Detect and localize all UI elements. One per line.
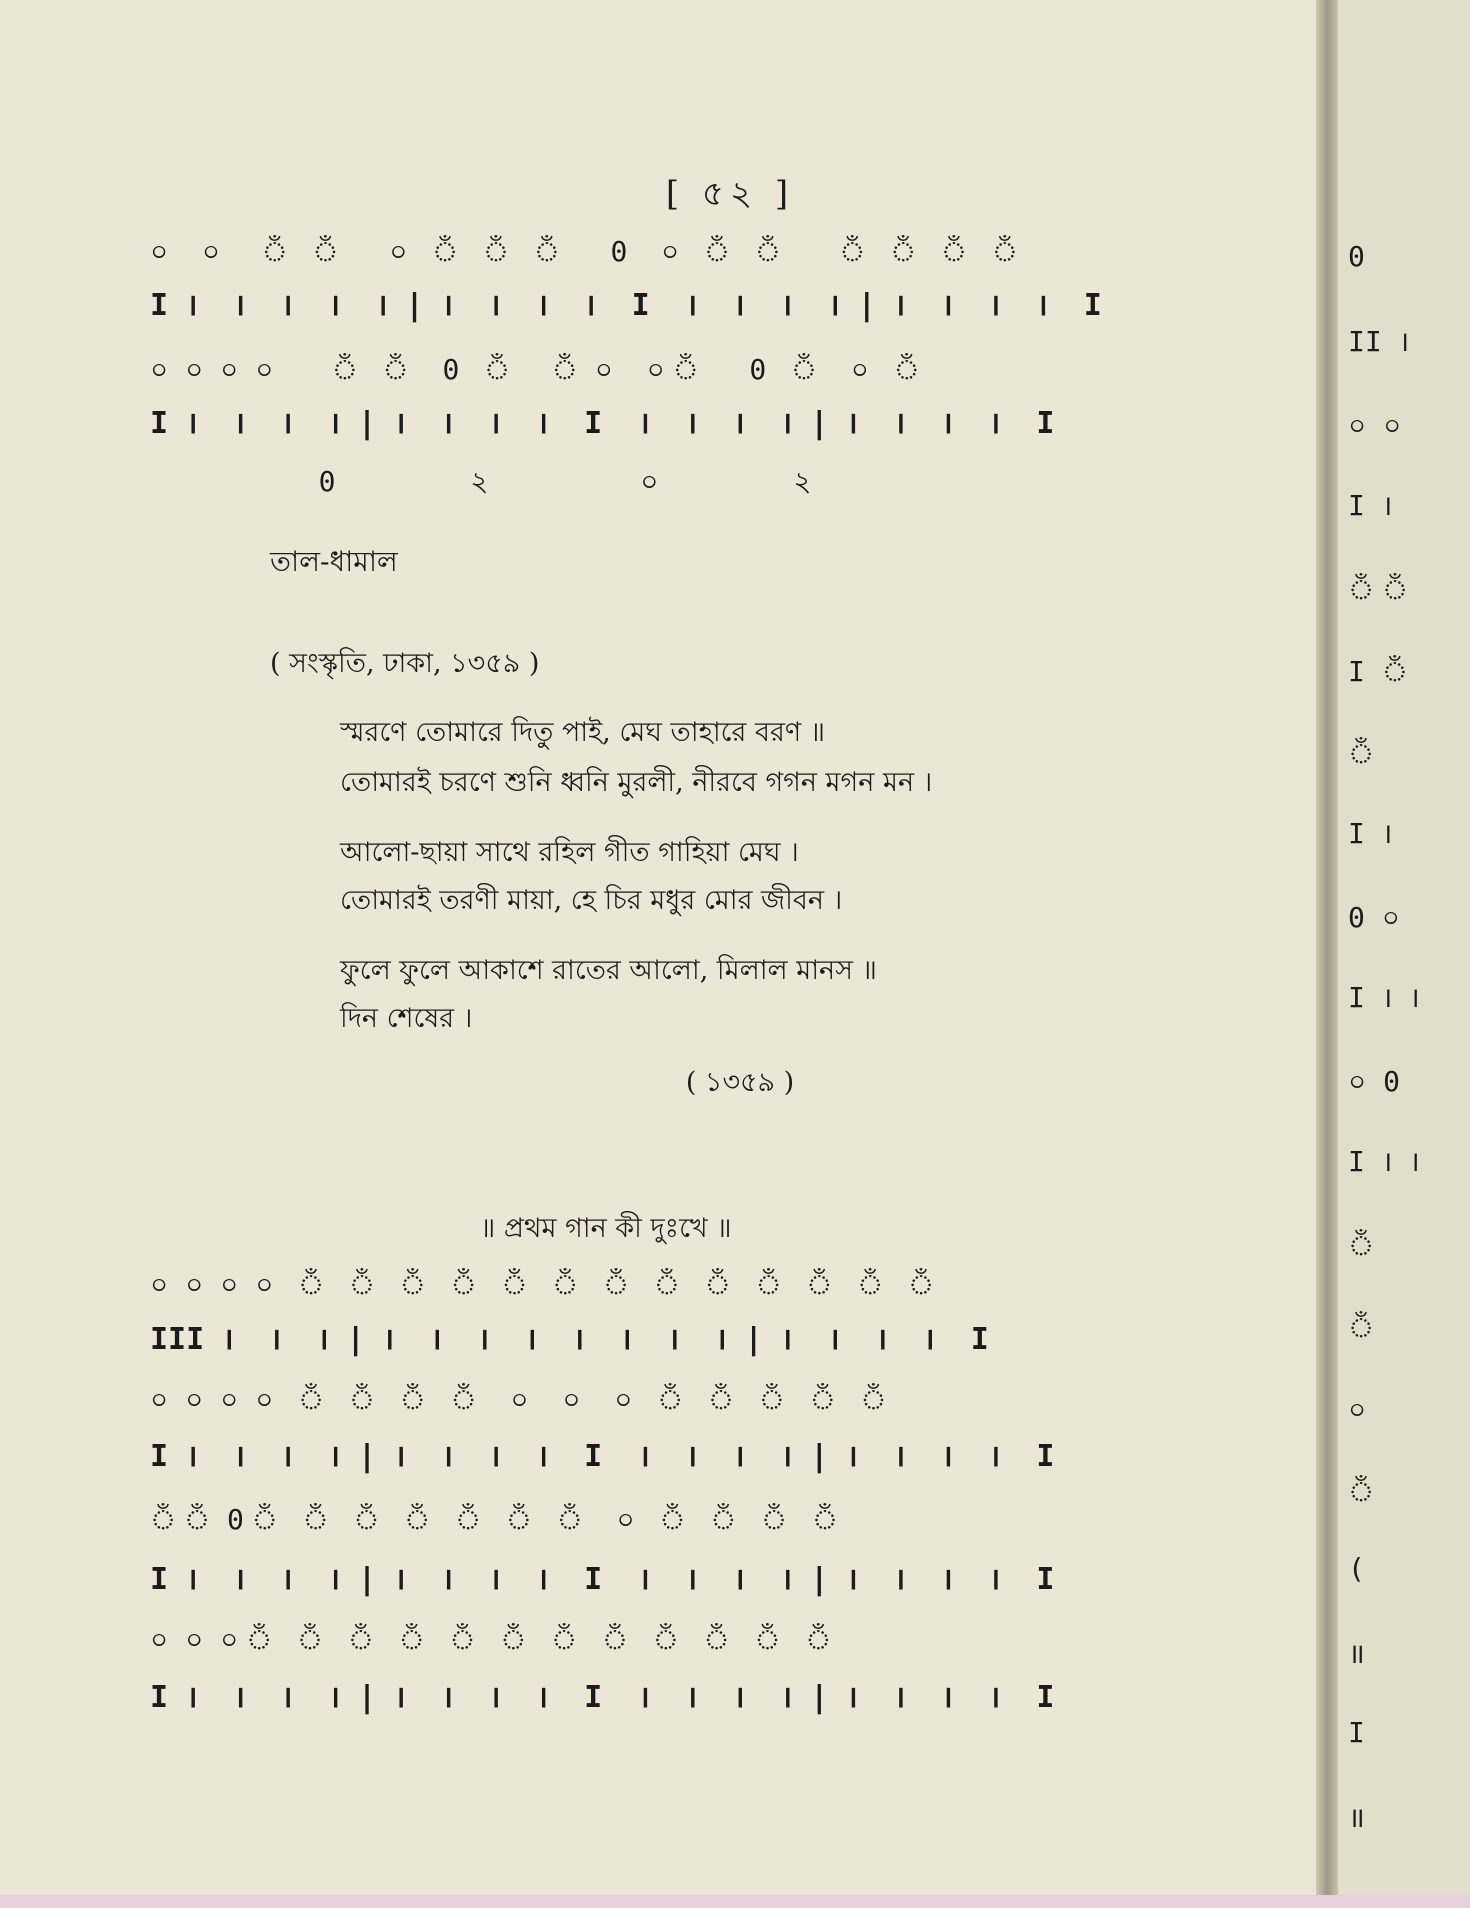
notation-mark-row: ০ ০ ০ ০ ঁ ঁ ঁ ঁ ঁ ঁ ঁ ঁ ঁ ঁ ঁ ঁ ঁ (150, 1268, 935, 1301)
page-number: [ ৫২ ] (665, 174, 795, 214)
adjacent-page-fragment: ঁ ঁ (1348, 573, 1409, 606)
notation-bar-row: I । । । । | । । । । I । । । । | । । । । I (150, 406, 1055, 441)
notation-mark-row: ০ ০ ০ ০ ঁ ঁ ঁ ঁ ০ ০ ০ ঁ ঁ ঁ ঁ ঁ (150, 1383, 887, 1416)
adjacent-page-fragment: ০ 0 (1348, 1065, 1400, 1098)
adjacent-page-fragment: I । (1348, 489, 1393, 522)
adjacent-page-fragment: ( (1348, 1552, 1365, 1585)
background-strip (0, 1895, 1470, 1908)
adjacent-page (1338, 0, 1470, 1908)
book-gutter (1316, 0, 1338, 1908)
adjacent-page-fragment: ঁ (1348, 1311, 1375, 1344)
lyric-line: দিন শেষের । (340, 1003, 473, 1034)
notation-mark-row: 0 ২ ০ ২ (150, 465, 812, 498)
adjacent-page-fragment: I । । (1348, 981, 1420, 1014)
adjacent-page-fragment: II । (1348, 325, 1410, 358)
adjacent-page-fragment: ॥ (1348, 1637, 1365, 1670)
notation-mark-row: ০ ০ ০ ঁ ঁ ঁ ঁ ঁ ঁ ঁ ঁ ঁ ঁ ঁ ঁ (150, 1623, 832, 1656)
section-subtitle: ॥ প্রথম গান কী দুঃখে ॥ (480, 1213, 732, 1244)
notation-bar-row: I । । । । | । । । । I । । । । | । । । । I (150, 1680, 1055, 1715)
adjacent-page-fragment: 0 ০ (1348, 901, 1400, 934)
lyric-line: স্মরণে তোমারে দিতু পাই, মেঘ তাহারে বরণ ॥ (340, 717, 826, 748)
notation-bar-row: III । । । | । । । । । । । । | । । । । I (150, 1322, 989, 1357)
adjacent-page-fragment: ঁ (1348, 1475, 1375, 1508)
lyric-line: তোমারই তরণী মায়া, হে চির মধুর মোর জীবন । (340, 885, 843, 916)
adjacent-page-fragment: ০ ০ (1348, 409, 1402, 442)
adjacent-page-fragment: ০ (1348, 1393, 1367, 1426)
song-title: তাল-ধামাল (270, 545, 398, 578)
notation-bar-row: I । । । । । | । । । । I । । । । | । । । । I (150, 288, 1102, 323)
lyric-line: তোমারই চরণে শুনি ধ্বনি মুরলী, নীরবে গগন মগন মন । (340, 767, 933, 798)
year-label: ( ১৩৫৯ ) (685, 1067, 795, 1098)
lyric-line: আলো-ছায়া সাথে রহিল গীত গাহিয়া মেঘ । (340, 837, 799, 868)
notation-mark-row: ০ ০ ০ ০ ঁ ঁ 0 ঁ ঁ ০ ০ ঁ 0 ঁ ০ ঁ (150, 353, 920, 386)
song-meta: ( সংস্কৃতি, ঢাকা, ১৩৫৯ ) (270, 648, 540, 679)
adjacent-page-fragment: 0 (1348, 240, 1365, 273)
adjacent-page-fragment: ॥ (1348, 1801, 1365, 1834)
adjacent-page-fragment: I ঁ (1348, 655, 1408, 688)
notation-bar-row: I । । । । | । । । । I । । । । | । । । । I (150, 1439, 1055, 1474)
lyric-line: ফুলে ফুলে আকাশে রাতের আলো, মিলাল মানস ॥ (340, 955, 877, 986)
notation-mark-row: ০ ০ ঁ ঁ ০ ঁ ঁ ঁ 0 ০ ঁ ঁ ঁ ঁ ঁ ঁ (150, 235, 1018, 268)
adjacent-page-fragment: ঁ (1348, 737, 1375, 770)
adjacent-page-fragment: I (1348, 1716, 1365, 1749)
notation-bar-row: I । । । । | । । । । I । । । । | । । । । I (150, 1562, 1055, 1597)
adjacent-page-fragment: ঁ (1348, 1229, 1375, 1262)
adjacent-page-fragment: I । । (1348, 1145, 1420, 1178)
notation-mark-row: ঁ ঁ 0 ঁ ঁ ঁ ঁ ঁ ঁ ঁ ০ ঁ ঁ ঁ ঁ (150, 1503, 839, 1536)
adjacent-page-fragment: I । (1348, 817, 1393, 850)
